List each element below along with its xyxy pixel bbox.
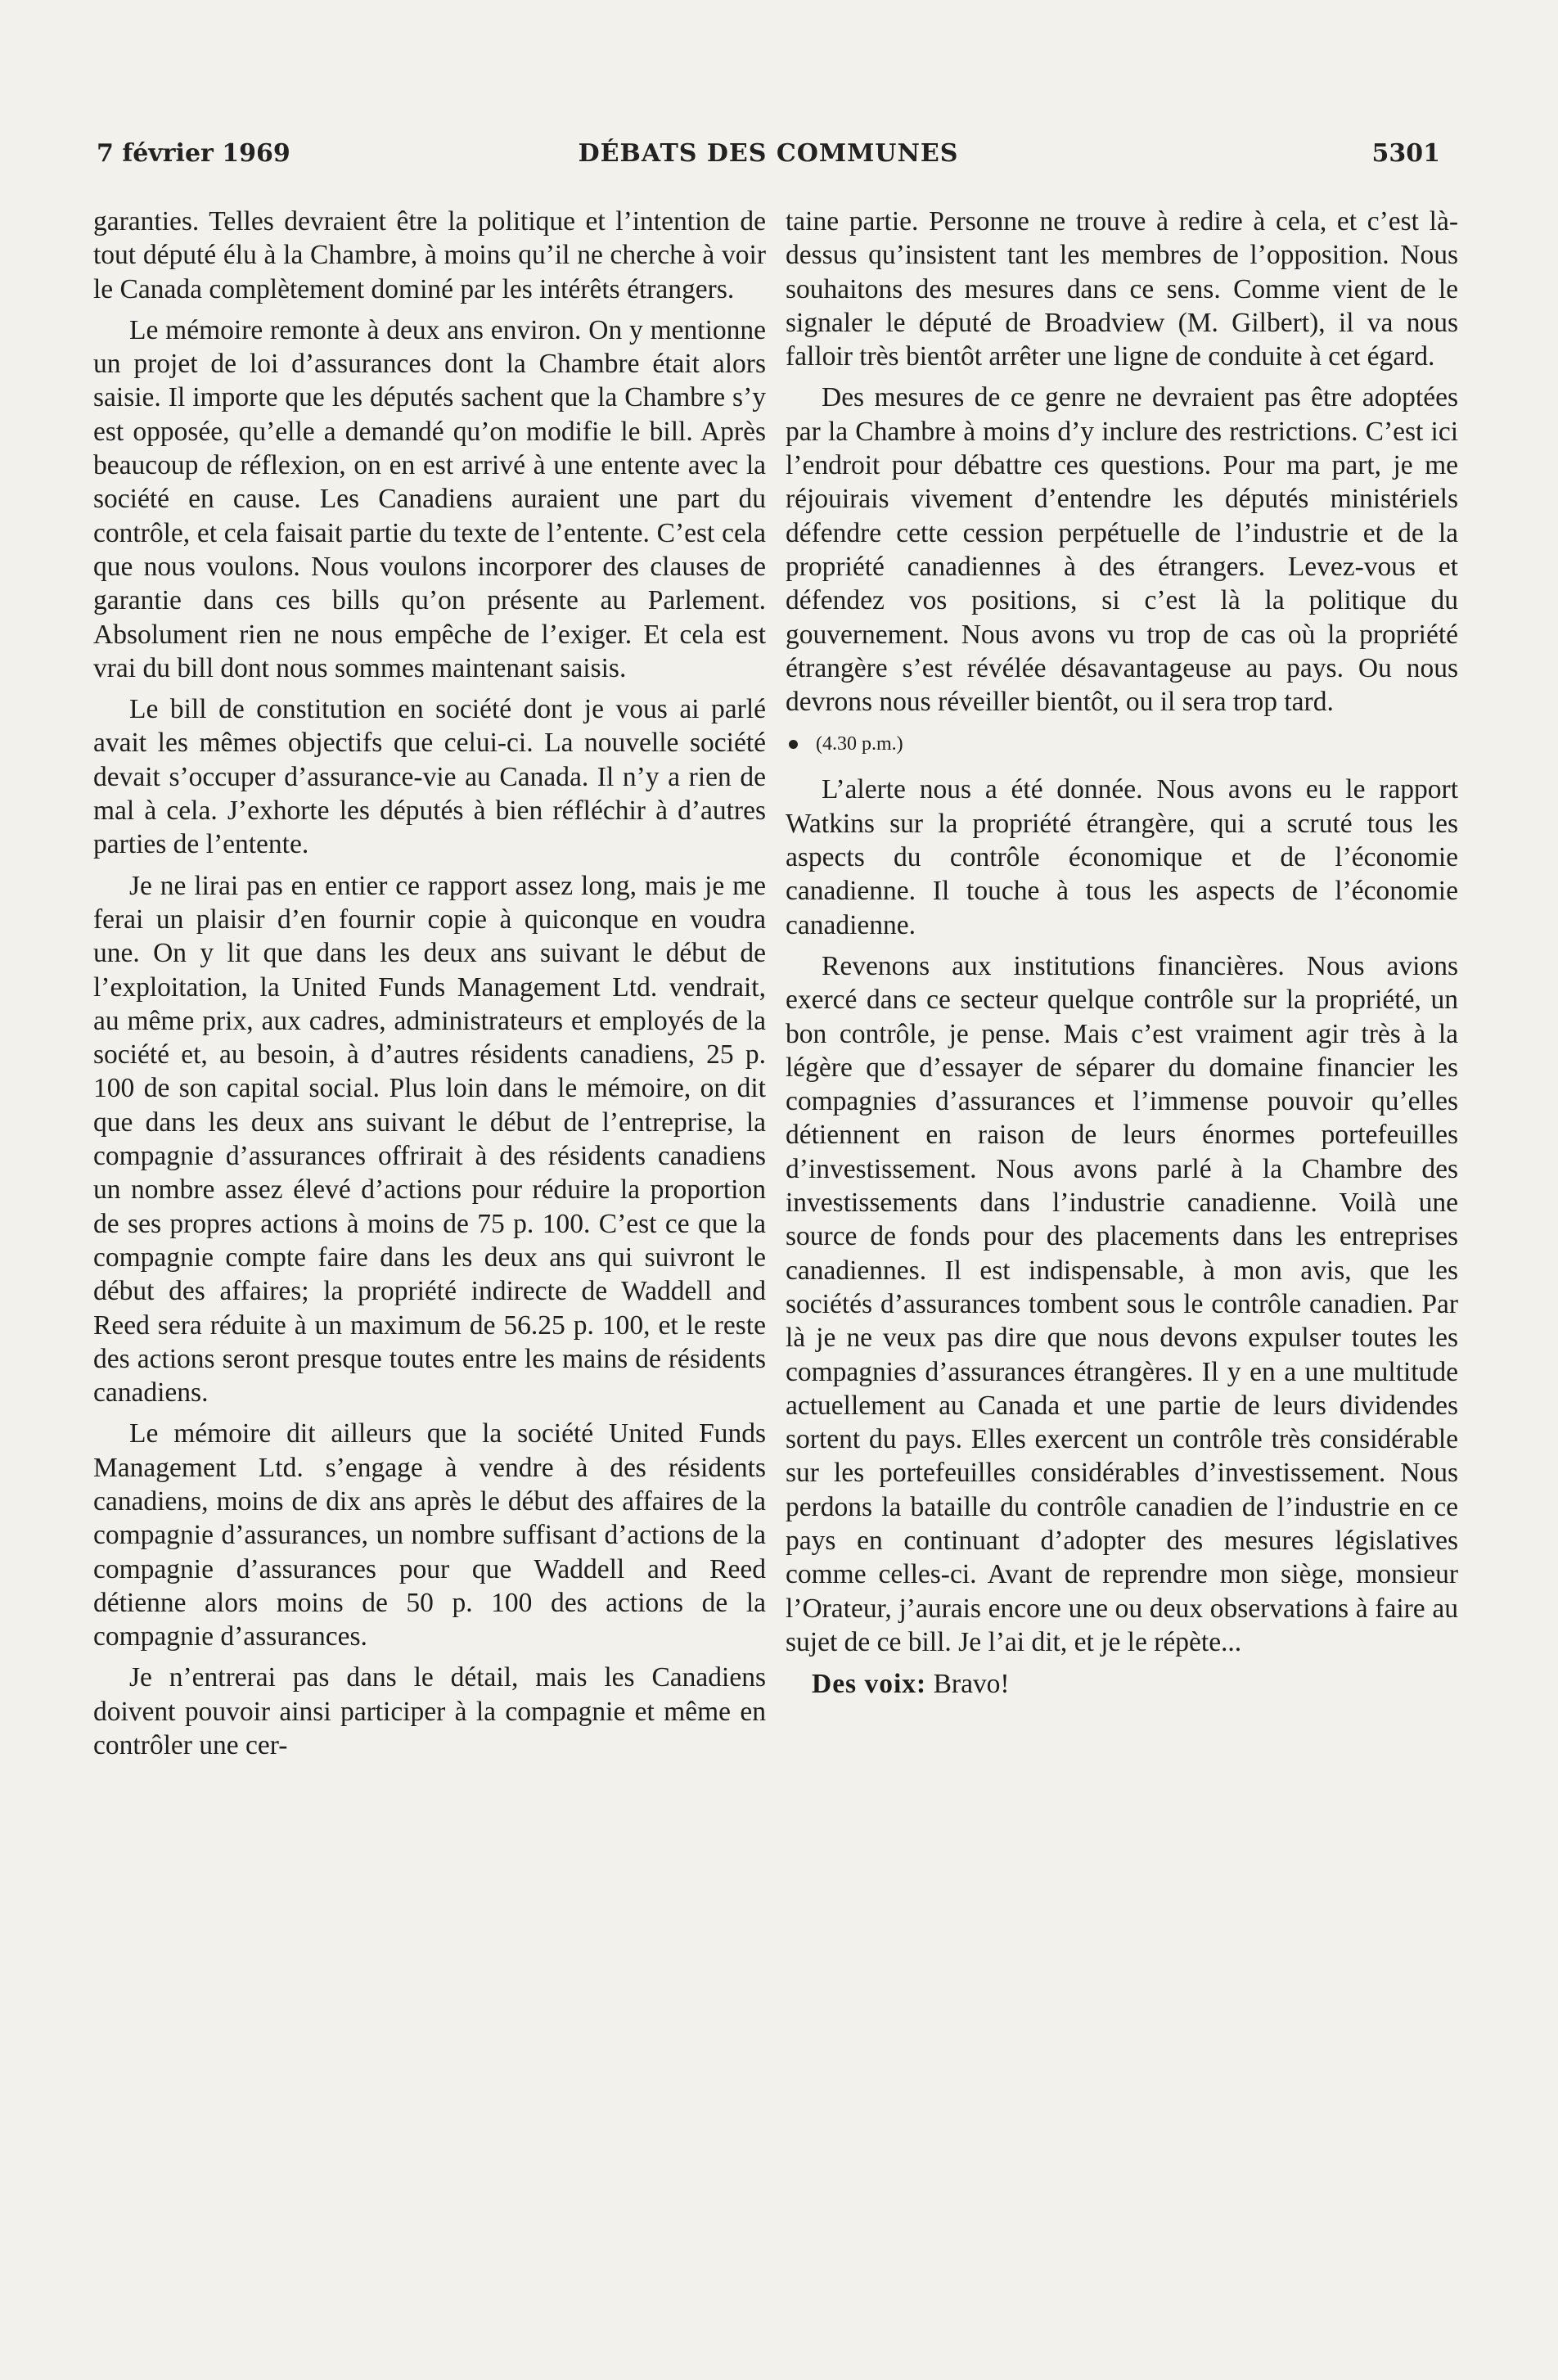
interjection-text: Bravo! <box>933 1669 1010 1700</box>
speaker-label: Des voix: <box>812 1669 927 1700</box>
paragraph: Le mémoire remonte à deux ans environ. On y mentionne un projet de loi d’assurances dont la Chambre était alors saisie. Il importe que les députés sachent que la Chambre s’y est opposée, qu’elle a demandé qu’on modifie le bill. Après beaucoup de réflexion, on en est arrivé à une entente avec la société en cause. Les Canadiens auraient une part du contrôle, et cela faisait partie du texte de l’entente. C’est cela que nous voulons. Nous voulons incorporer des clauses de garantie dans ces bills qu’on présente au Parlement. Absolument rien ne nous empêche de l’exiger. Et cela est vrai du bill dont nous sommes maintenant saisis. <box>93 314 766 683</box>
paragraph: Je ne lirai pas en entier ce rapport assez long, mais je me ferai un plaisir d’en fournir copie à quiconque en voudra une. On y lit que dans les deux ans suivant le début de l’exploitation, la United Funds Management Ltd. vendrait, au même prix, aux cadres, administrateurs et employés de la société et, au besoin, à d’autres résidents canadiens, 25 p. 100 de son capital social. Plus loin dans le mémoire, on dit que dans les deux ans suivant le début de l’entreprise, la compagnie d’assurances offrirait à des résidents canadiens un nombre assez élevé d’actions pour réduire la proportion de ses propres actions à moins de 75 p. 100. C’est ce que la compagnie compte faire dans les deux ans qui suivront le début des affaires; la propriété indirecte de Waddell and Reed sera réduite à un maximum de 56.25 p. 100, et le reste des actions seront presque toutes entre les mains de résidents canadiens. <box>93 870 766 1409</box>
paragraph: taine partie. Personne ne trouve à redire à cela, et c’est là-dessus qu’insistent tant les membres de l’opposition. Nous souhaitons des mesures dans ce sens. Comme vient de le signaler le député de Broadview (M. Gilbert), il va nous falloir très bientôt arrêter une ligne de conduite à cet égard. <box>786 206 1458 372</box>
paragraph: L’alerte nous a été donnée. Nous avons eu le rapport Watkins sur la propriété étrangère, qui a scruté tous les aspects du contrôle économique et de l’économie canadienne. Il touche à tous les aspects de l’économie canadienne. <box>786 774 1458 940</box>
page-number: 5301 <box>1371 139 1440 168</box>
header-title: DÉBATS DES COMMUNES <box>578 139 959 168</box>
time-marker <box>786 732 1458 756</box>
header-date: 7 février 1969 <box>97 139 290 168</box>
left-column <box>93 205 766 1769</box>
page-header <box>97 139 1440 178</box>
timestamp-text: (4.30 p.m.) <box>816 733 903 755</box>
paragraph: Le mémoire dit ailleurs que la société United Funds Management Ltd. s’engage à vendre à des résidents canadiens, moins de dix ans après le début des affaires de la compagnie d’assurances, un nombre suffisant d’actions de la compagnie d’assurances pour que Waddell and Reed détienne alors moins de 50 p. 100 des actions de la compagnie d’assurances. <box>93 1418 766 1652</box>
bullet-icon <box>789 740 798 749</box>
paragraph: Des mesures de ce genre ne devraient pas être adoptées par la Chambre à moins d’y inclure des restrictions. C’est ici l’endroit pour débattre ces questions. Pour ma part, je me réjouirais vivement d’entendre les députés ministériels défendre cette cession perpétuelle de l’industrie et de la propriété canadiennes à des étrangers. Levez-vous et défendez vos positions, si c’est là la politique du gouvernement. Nous avons vu trop de cas où la propriété étrangère s’est révélée désavantageuse au pays. Ou nous devrons nous réveiller bientôt, ou il sera trop tard. <box>786 382 1458 718</box>
paragraph: Je n’entrerai pas dans le détail, mais les Canadiens doivent pouvoir ainsi participer à la compagnie et même en contrôler une cer- <box>93 1662 766 1761</box>
interjection <box>786 1667 1458 1701</box>
paragraph: Le bill de constitution en société dont je vous ai parlé avait les mêmes objectifs que celui-ci. La nouvelle société devait s’occuper d’assurance-vie au Canada. Il n’y a rien de mal à cela. J’exhorte les députés à bien réfléchir à d’autres parties de l’entente. <box>93 694 766 860</box>
paragraph: Revenons aux institutions financières. Nous avions exercé dans ce secteur quelque contrôle sur la propriété, un bon contrôle, je pense. Mais c’est vraiment agir très à la légère que d’essayer de séparer du domaine financier les compagnies d’assurances et l’immense pouvoir qu’elles détiennent en raison de leurs énormes portefeuilles d’investissement. Nous avons parlé à la Chambre des investissements dans l’industrie canadienne. Voilà une source de fonds pour des placements dans les entreprises canadiennes. Il est indispensable, à mon avis, que les sociétés d’assurances tombent sous le contrôle canadien. Par là je ne veux pas dire que nous devons expulser toutes les compagnies d’assurances étrangères. Il y en a une multitude actuellement au Canada et une partie de leurs dividendes sortent du pays. Elles exercent un contrôle très considérable sur les portefeuilles considérables d’investissement. Nous perdons la bataille du contrôle canadien de l’industrie en ce pays en continuant d’adopter des mesures législatives comme celles-ci. Avant de reprendre mon siège, monsieur l’Orateur, j’aurais encore une ou deux observations à faire au sujet de ce bill. Je l’ai dit, et je le répète... <box>786 950 1458 1657</box>
paragraph: garanties. Telles devraient être la politique et l’intention de tout député élu à la Chambre, à moins qu’il ne cherche à voir le Canada complètement dominé par les intérêts étrangers. <box>93 206 766 304</box>
right-column <box>786 205 1458 1708</box>
